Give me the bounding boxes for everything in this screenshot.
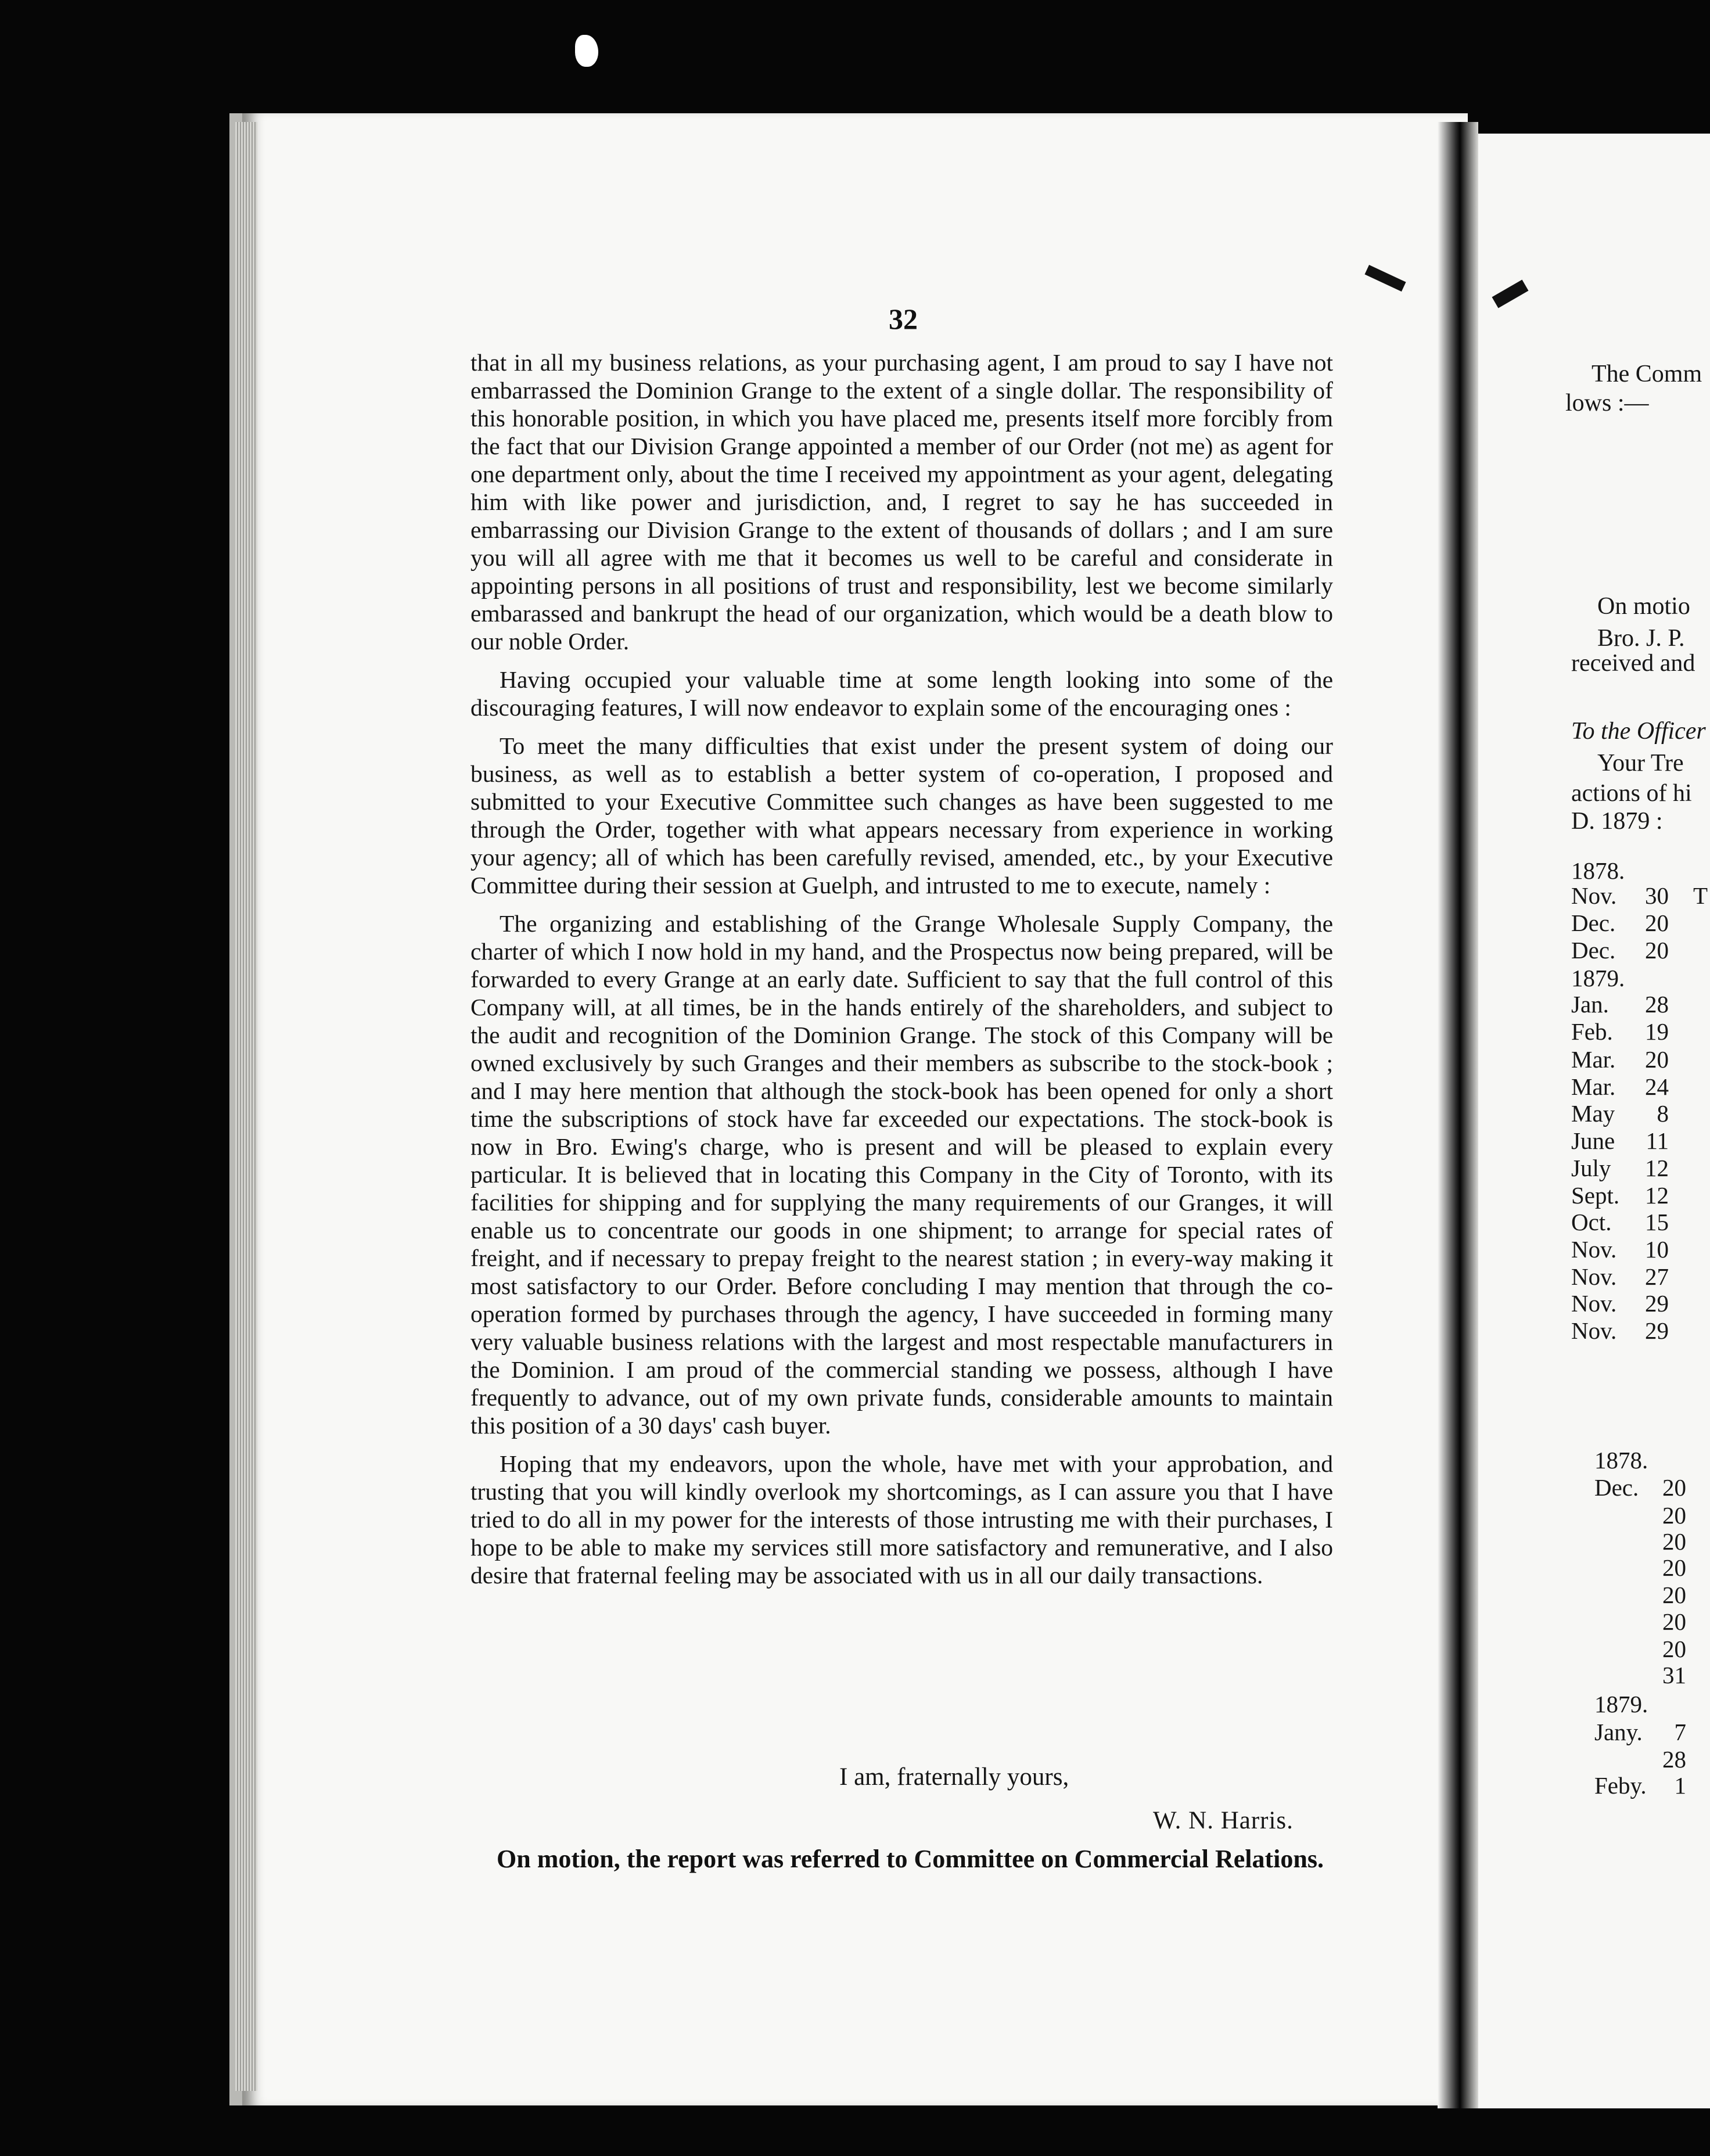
ledger-row: 1878. (1571, 857, 1625, 884)
ledger-row: Feb. 19 (1571, 1018, 1669, 1045)
ledger-row: 20 (1662, 1554, 1686, 1581)
right-text-line: received and (1571, 650, 1695, 677)
ledger-row: Dec. 20 (1571, 937, 1669, 964)
ledger-row: June 11 (1571, 1127, 1669, 1154)
ledger-row: Nov. 10 (1571, 1236, 1669, 1263)
ledger-row: 20 (1662, 1528, 1686, 1555)
ledger-row: 31 (1662, 1662, 1686, 1688)
ledger-row: 20 (1662, 1608, 1686, 1635)
paragraph: that in all my business relations, as your purchasing agent, I am proud to say I have not embarrassed the Dominion Grange to the extent of a single dollar. The responsibility of this honorable position, in which you have placed me, presents itself more forcibly from the fact that our Division Grange appointed a member of our Order (not me) as agent for one department only, about the time I received my appointment as your agent, delegating him with like power and jurisdiction, and, I regret to say he has succeeded in embarrassing our Division Grange to the extent of thousands of dollars ; and I am sure you will all agree with me that it becomes us well to be careful and considerate in appointing persons in all positions of trust and responsibility, lest we become similarly embarassed and bankrupt the head of our organization, which would be a death blow to our noble Order. (470, 349, 1333, 655)
ledger-row: Nov. 29 (1571, 1290, 1669, 1317)
ledger-row: Mar. 24 (1571, 1073, 1669, 1100)
right-text-line: actions of hi (1571, 780, 1692, 807)
film-speck (575, 35, 598, 67)
ledger-row: Dec. 20 (1594, 1474, 1686, 1501)
ledger-row: Sept. 12 (1571, 1182, 1669, 1209)
motion-statement: On motion, the report was referred to Committee on Commercial Relations. (497, 1845, 1324, 1873)
right-text-line: Bro. J. P. (1597, 625, 1685, 652)
letter-closing: I am, fraternally yours, (839, 1763, 1069, 1791)
right-text-line: Your Tre (1597, 750, 1684, 777)
ledger-row: 28 (1662, 1746, 1686, 1773)
ledger-row: 20 (1662, 1636, 1686, 1662)
paragraph: The organizing and establishing of the Grange Wholesale Supply Company, the charter of which I now hold in my hand, and the Prospectus now being prepared, will be forwarded to every Grange at an early date. Sufficient to say that the full control of this Company will, at all times, be in the hands entirely of the shareholders, and subject to the audit and recognition of the Dominion Grange. The stock of this Company will be owned exclusively by such Granges and their members as subscribe to the stock-book ; and I may here mention that although the stock-book has been opened for only a short time the subscriptions of stock have far exceeded our expectations. The stock-book is now in Bro. Ewing's charge, who is present and will be pleased to explain every particular. It is believed that in locating this Company in the City of Toronto, with its facilities for shipping and for supplying the many requirements of our Granges, it will enable us to concentrate our goods in one shipment; to arrange for special rates of freight, and if necessary to prepay freight to the nearest station ; in every-way making it most satisfactory to our Order. Before concluding I may mention that through the co-operation formed by purchases through the agency, I have succeeded in forming many very valuable business relations with the largest and most respectable manufacturers in the Dominion. I am proud of the commercial standing we possess, although I have frequently to advance, out of my own private funds, considerable amounts to maintain this position of a 30 days' cash buyer. (470, 910, 1333, 1439)
letter-signature: W. N. Harris. (1153, 1807, 1294, 1834)
ledger-row: Jan. 28 (1571, 991, 1669, 1018)
right-text-line: On motio (1597, 593, 1690, 620)
ledger-row: 1879. (1571, 965, 1625, 991)
page-number: 32 (889, 303, 918, 335)
ledger-row: Dec. 20 (1571, 910, 1669, 936)
ledger-row: Oct. 15 (1571, 1209, 1669, 1235)
letter-body (470, 348, 1333, 1589)
ledger-row: Nov. 29 (1571, 1317, 1669, 1344)
ledger-row: 20 (1662, 1502, 1686, 1529)
left-page-edge (235, 122, 257, 2091)
ledger-row: 1878. (1594, 1447, 1648, 1474)
ledger-row: Mar. 20 (1571, 1046, 1669, 1073)
book-gutter (1438, 122, 1478, 2108)
right-text-line: lows :— (1565, 390, 1649, 416)
right-text-line: To the Officer (1571, 718, 1706, 745)
ledger-row: May 8 (1571, 1100, 1669, 1127)
right-text-line: D. 1879 : (1571, 808, 1663, 835)
paragraph: Having occupied your valuable time at some length looking into some of the discouraging features, I will now endeavor to explain some of the encouraging ones : (470, 666, 1333, 721)
paragraph: Hoping that my endeavors, upon the whole, have met with your approbation, and trusting that you will kindly overlook my shortcomings, as I can assure you that I have tried to do all in my power for the interests of those intrusting me with their purchases, I hope to be able to make my services still more satisfactory and remunerative, and I also desire that fraternal feeling may be associated with us in all our daily transactions. (470, 1450, 1333, 1589)
paragraph: To meet the many difficulties that exist under the present system of doing our business, as well as to establish a better system of co-operation, I proposed and submitted to your Executive Committee such changes as have been suggested to me through the Order, together with what appears necessary from experience in working your agency; all of which has been carefully revised, amended, etc., by your Executive Committee during their session at Guelph, and intrusted to me to execute, namely : (470, 732, 1333, 899)
ledger-row: Nov. 27 (1571, 1263, 1669, 1290)
ledger-row: 20 (1662, 1582, 1686, 1608)
ledger-row: July 12 (1571, 1155, 1669, 1181)
ledger-row: Jany. 7 (1594, 1719, 1686, 1745)
ledger-row: 1879. (1594, 1691, 1648, 1717)
ledger-row: Feby. 1 (1594, 1772, 1686, 1799)
ledger-row: Nov. 30 T (1571, 882, 1708, 909)
right-text-line: The Comm (1592, 361, 1702, 387)
